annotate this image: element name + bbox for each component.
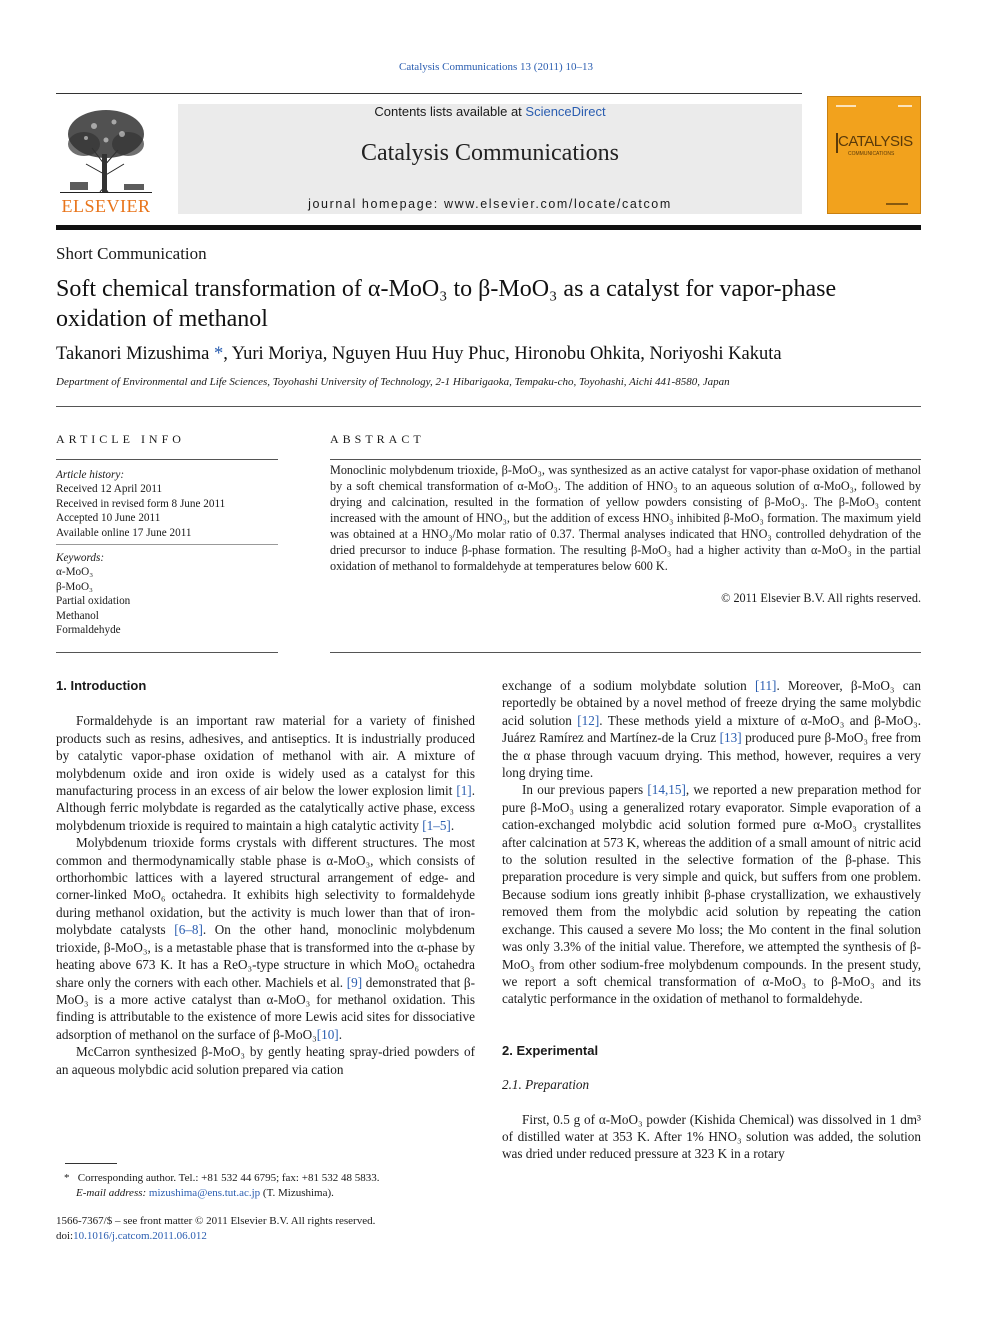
text: , we reported a new preparation method for pure β-MoO₃ using a generalized rotary evaporator. Simple evaporation of a cation-exchanged molybdic acid solution formed pure α-MoO₃ crystallites after calcination at 573 K, whereas the addition of a small amount of nitric acid to the solution resulted in the selective formation of the β-phase. This preparation procedure is very simple and quick, but suffers from one problem. Because sodium ions greatly inhibit β-phase crystallization, we exhaustively removed them from the molybdic acid solution by repeating the cation exchange. This caused a severe Mo loss; the Mo content in the final solution was only 3.3% of the initial value. Therefore, we attempted the synthesis of β-MoO₃ from other sodium-free molybdenum compounds. In the present study, we report a soft chemical transformation of α-MoO₃ to β-MoO₃ and its catalytic performance in the oxidation of methanol to formaldehyde.	[502, 782, 921, 1007]
history-accepted: Accepted 10 June 2011	[56, 512, 161, 525]
keywords-label: Keywords:	[56, 552, 105, 564]
doi-link[interactable]: 10.1016/j.catcom.2011.06.012	[73, 1230, 207, 1242]
keyword: Methanol	[56, 609, 99, 622]
author-rest: , Yuri Moriya, Nguyen Huu Huy Phuc, Hironobu Ohkita, Noriyoshi Kakuta	[223, 344, 782, 364]
sciencedirect-link[interactable]: ScienceDirect	[525, 104, 606, 119]
section-type: Short Communication	[56, 244, 207, 263]
cover-subtitle: COMMUNICATIONS	[848, 151, 895, 157]
text: . Moreover, β-MoO₃ can reportedly be obtained by a novel method of freeze drying the same molybdic acid solution	[502, 678, 921, 728]
text: Formaldehyde is an important raw material for a variety of finished products such as resins, adhesives, and antiseptics. It is industrially produced by catalytic vapor-phase oxidation of methanol with air. A mixture of molybdenum oxide and iron oxide is widely used as a catalyst for this manufacturing process in an excess of air below the lower explosion limit	[56, 713, 475, 799]
body-left-column	[56, 677, 475, 1078]
keywords-rule	[56, 544, 278, 545]
abstract-text: Monoclinic molybdenum trioxide, β-MoO₃, was synthesized as an active catalyst for vapor-phase oxidation of methanol by a soft chemical transformation of α-MoO₃. The addition of HNO₃ to an aqueous solution of α-MoO₃, followed by drying and calcination, resulted in the formation of yellow powders consisting of β-MoO₃. The β-MoO₃ content increased with the amount of HNO₃, but the addition of excess HNO₃ inhibited β-MoO₃ formation. The maximum yield was obtained at a HNO₃/Mo molar ratio of 0.37. Thermal analyses indicated that HNO₃ controlled dehydration of the dried precursor to induce β-phase formation. The resulting β-MoO₃ had a higher activity than α-MoO₃ in the partial oxidation of methanol to formaldehyde at temperatures below 600 K.	[330, 463, 921, 573]
intro-paragraph-1: Formaldehyde is an important raw material for a variety of finished products such as resins, adhesives, and antiseptics. It is industrially produced by catalytic vapor-phase oxidation of methanol with air. A mixture of molybdenum oxide and iron oxide is widely used as a catalyst for this manufacturing process in an excess of air below the lower explosion limit [1]. Although ferric molybdate is regarded as the catalytically active phase, excess molybdenum trioxide is required to maintain a high catalytic activity [1–5].	[56, 713, 475, 833]
text: demonstrated that β-MoO₃ is a more active catalyst than α-MoO₃ for methanol oxidation. This finding is attributable to the existence of more Lewis acid sites for dissociative adsorption of methanol on the surface of β-MoO₃	[56, 974, 476, 1042]
preparation-paragraph: First, 0.5 g of α-MoO₃ powder (Kishida Chemical) was dissolved in 1 dm³ of distilled water at 353 K. After 1% HNO₃ solution was added, the solution was dried under reduced pressure at 323 K in a rotary	[502, 1111, 921, 1162]
reference-link[interactable]: [13]	[719, 730, 742, 746]
intro-paragraph-4	[502, 781, 921, 1007]
corresponding-author-link[interactable]: *	[213, 344, 224, 364]
email-suffix: (T. Mizushima).	[260, 1187, 334, 1199]
journal-title: Catalysis Communications	[361, 140, 619, 166]
abstract-rule	[330, 459, 921, 460]
keywords	[56, 551, 278, 637]
affiliation: Department of Environmental and Life Sciences, Toyohashi University of Technology, 2-1 Hibarigaoka, Tempaku-cho, Toyohashi, Aichi 441-8580, Japan	[56, 376, 730, 388]
cover-topbar	[836, 105, 856, 107]
article-title: Soft chemical transformation of α-MoO₃ to β-MoO₃ as a catalyst for vapor-phase oxidation of methanol	[56, 276, 837, 332]
history-revised: Received in revised form 8 June 2011	[56, 497, 226, 510]
email-link[interactable]: mizushima@ens.tut.ac.jp	[148, 1187, 261, 1199]
preparation-heading: 2.1. Preparation	[502, 1077, 590, 1093]
history-online: Available online 17 June 2011	[56, 526, 192, 539]
reference-link[interactable]: [6–8]	[174, 922, 203, 938]
text: Molybdenum trioxide forms crystals with different structures. The most common and thermodynamically stable phase is α-MoO₃, which consists of orthorhombic lattices with a layered structural arrangement of edge- and corner-linked MoO₆ octahedra. It exhibits high selectivity to formaldehyde during methanol oxidation, but the activity is much lower than that of iron-molybdate catalysts	[56, 835, 475, 938]
body-right-column	[502, 677, 921, 1163]
intro-paragraph-2: Molybdenum trioxide forms crystals with different structures. The most common and thermodynamically stable phase is α-MoO₃, which consists of orthorhombic lattices with a layered structural arrangement of edge- and corner-linked MoO₆ octahedra. It exhibits high selectivity to formaldehyde during methanol oxidation, but the activity is much lower than that of iron-molybdate catalysts [6–8]. On the other hand, monoclinic molybdenum trioxide, β-MoO₃, is a metastable phase that is transformed into the α-phase by heating above 673 K. It has a ReO₃-type structure in which MoO₆ octahedra share only the corners with each other. Machiels et al. [9] demonstrated that β-MoO₃ is a more active catalyst than α-MoO₃ for methanol oxidation. This finding is attributable to the existence of more Lewis acid sites for dissociative adsorption of methanol on the surface of β-MoO₃[10].	[56, 835, 476, 1042]
contents-line	[178, 104, 802, 119]
article-info-rule	[56, 459, 278, 460]
reference-link[interactable]: [12]	[577, 712, 600, 728]
intro-paragraph-3: McCarron synthesized β-MoO₃ by gently heating spray-dried powders of an aqueous molybdic acid solution prepared via cation	[56, 1044, 475, 1077]
journal-citation-link[interactable]: Catalysis Communications 13 (2011) 10–13	[399, 61, 593, 73]
abstract-copyright: © 2011 Elsevier B.V. All rights reserved.	[721, 591, 921, 605]
cover-footer-mark	[886, 203, 908, 205]
header-top-rule	[56, 93, 802, 94]
abstract-heading: ABSTRACT	[330, 432, 425, 446]
author-list	[56, 344, 936, 365]
history-label: Article history:	[56, 469, 125, 481]
corresponding-author-note	[56, 1171, 486, 1186]
footnote	[56, 1171, 486, 1201]
footnote-rule	[65, 1163, 117, 1164]
keyword: β-MoO₃	[56, 580, 93, 593]
journal-cover-image[interactable]	[827, 96, 921, 214]
doi-line	[56, 1229, 486, 1244]
contents-prefix: Contents lists available at	[374, 104, 526, 119]
reference-link[interactable]: [9]	[346, 974, 363, 990]
experimental-heading: 2. Experimental	[502, 1042, 599, 1058]
email-line	[56, 1186, 486, 1201]
cover-title: CATALYSIS	[838, 133, 913, 150]
text: exchange of a sodium molybdate solution	[502, 678, 755, 693]
cover-topbar-right	[898, 105, 912, 107]
article-info-heading: ARTICLE INFO	[56, 432, 185, 446]
abstract-bottom-rule	[330, 652, 921, 653]
text: produced pure β-MoO₃ free from the α phase through vacuum drying. This method, however, requires a very long drying time.	[502, 730, 921, 781]
elsevier-wordmark: ELSEVIER	[61, 196, 151, 216]
reference-link[interactable]: [10]	[316, 1026, 339, 1042]
reference-link[interactable]: [11]	[754, 678, 777, 693]
title-divider	[56, 406, 921, 407]
journal-homepage-link[interactable]: journal homepage: www.elsevier.com/locate/catcom	[308, 197, 672, 211]
text: . These methods yield a mixture of α-MoO₃ and β-MoO₃. Juárez Ramírez and Martínez-de la Cruz	[502, 712, 921, 746]
article-history	[56, 468, 278, 540]
header-thick-rule	[56, 225, 921, 230]
email-label: E-mail address:	[76, 1187, 149, 1199]
corresponding-text: Corresponding author. Tel.: +81 532 44 6795; fax: +81 532 48 5833.	[77, 1172, 380, 1184]
reference-link[interactable]: [14,15]	[647, 782, 686, 798]
text: In our previous papers	[522, 782, 648, 798]
author-first: Takanori Mizushima	[56, 344, 210, 364]
text: . Although ferric molybdate is regarded as the catalytically active phase, excess molybdenum trioxide is required to maintain a high catalytic activity	[56, 783, 475, 833]
intro-paragraph-3-cont	[502, 677, 921, 781]
footnote-star: *	[64, 1172, 70, 1184]
issn-line: 1566-7367/$ – see front matter © 2011 Elsevier B.V. All rights reserved.	[56, 1215, 376, 1227]
reference-link[interactable]: [1]	[456, 783, 472, 799]
reference-link[interactable]: [1–5]	[422, 817, 451, 833]
keyword: Partial oxidation	[56, 595, 131, 608]
keyword: Formaldehyde	[56, 624, 121, 637]
keyword: α-MoO₃	[56, 566, 94, 579]
introduction-heading: 1. Introduction	[56, 678, 147, 693]
history-received: Received 12 April 2011	[56, 483, 163, 496]
doi-label: doi:	[56, 1230, 74, 1242]
article-info-bottom-rule	[56, 652, 278, 653]
front-matter	[56, 1214, 486, 1244]
text: . On the other hand, monoclinic molybdenum trioxide, β-MoO₃, is a metastable phase that is transformed into the α-phase by heating above 673 K. It has a ReO₃-type structure in which MoO₆ octahedra share only the corners with each other. Machiels et al.	[56, 922, 475, 990]
